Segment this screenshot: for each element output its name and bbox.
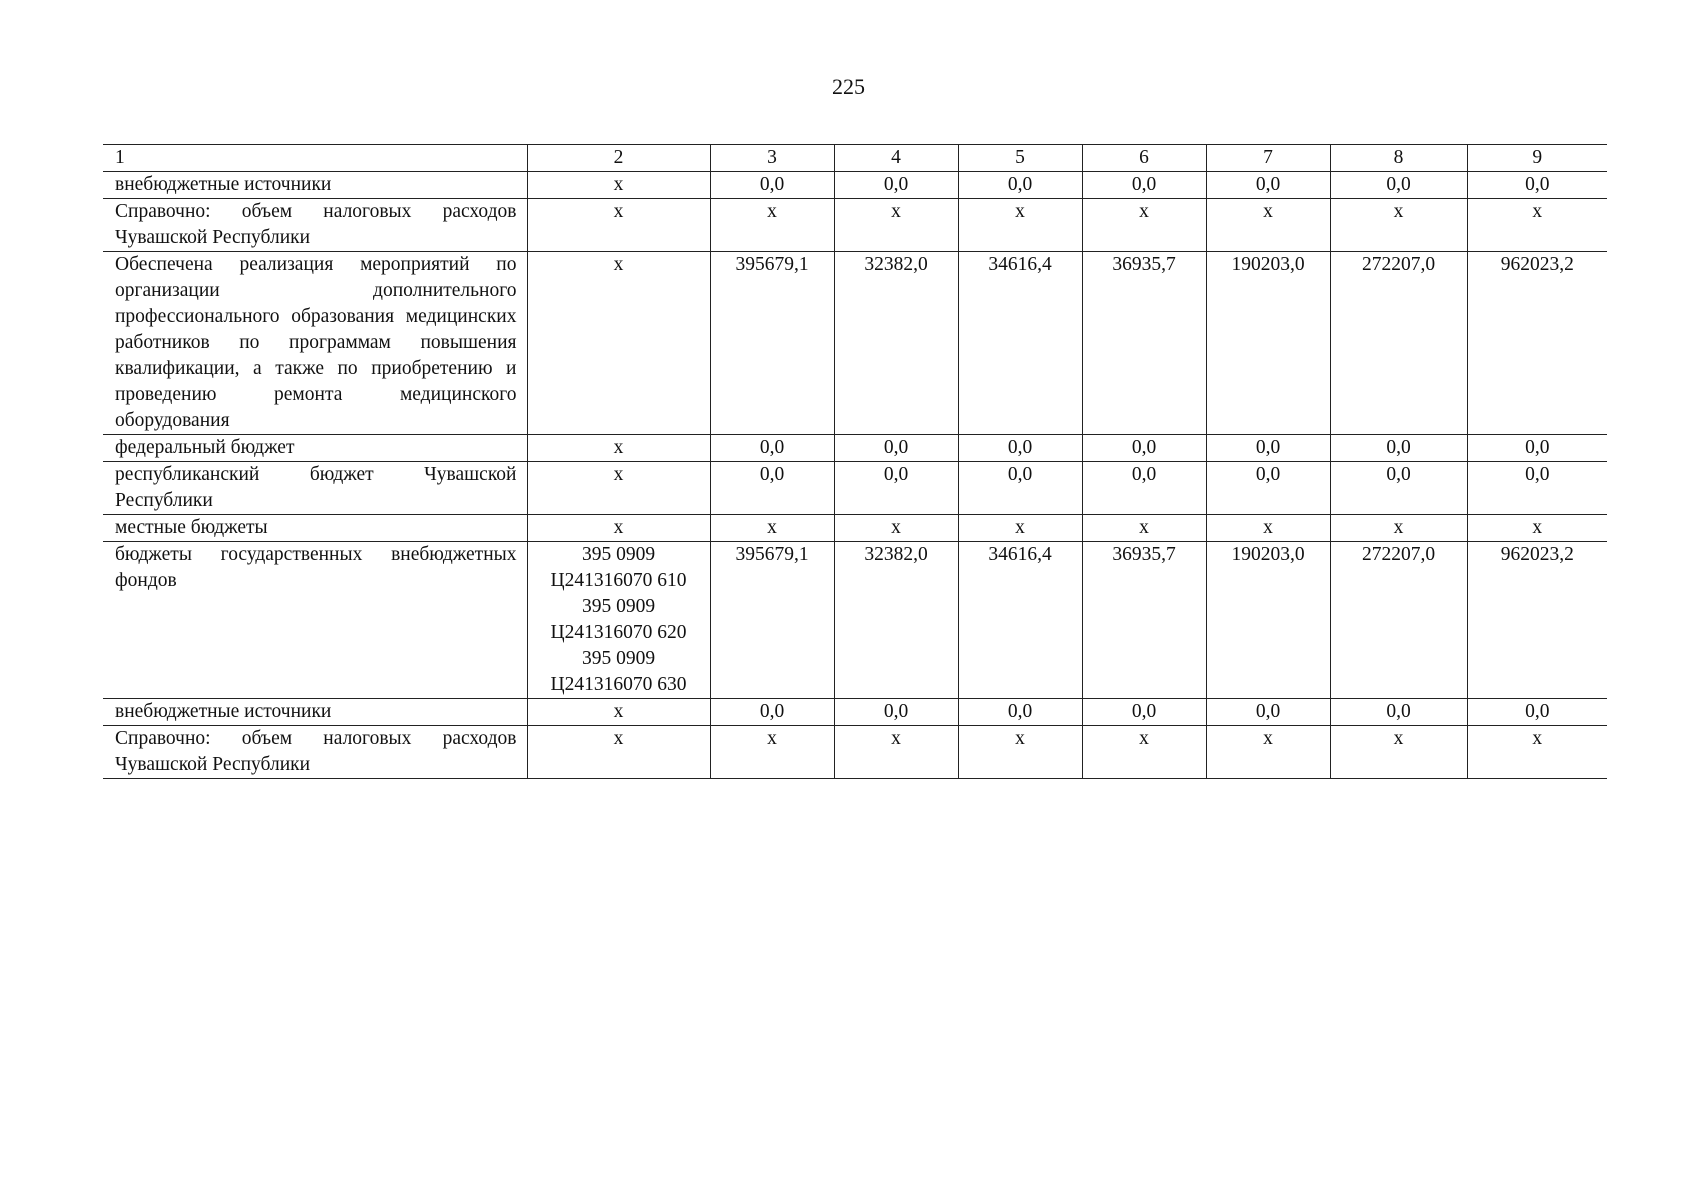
- table-cell: 395679,1: [710, 252, 834, 435]
- table-cell: 0,0: [1082, 435, 1206, 462]
- table-cell: х: [710, 726, 834, 779]
- budget-code: х: [527, 515, 710, 542]
- budget-code-line: Ц241316070 610: [550, 570, 687, 591]
- table-cell: х: [834, 726, 958, 779]
- table-cell: 32382,0: [834, 252, 958, 435]
- table-cell: х: [958, 199, 1082, 252]
- table-cell: 0,0: [1467, 462, 1607, 515]
- table-cell: 0,0: [1330, 462, 1467, 515]
- row-name: федеральный бюджет: [103, 435, 527, 462]
- budget-code: х: [527, 726, 710, 779]
- table-cell: 962023,2: [1467, 252, 1607, 435]
- table-cell: х: [1082, 726, 1206, 779]
- table-cell: 0,0: [834, 699, 958, 726]
- column-header: 9: [1467, 145, 1607, 172]
- table-row: [103, 252, 1607, 435]
- budget-code: х: [527, 462, 710, 515]
- table-cell: х: [710, 515, 834, 542]
- column-header: 7: [1206, 145, 1330, 172]
- budget-code-line: 395 0909: [581, 648, 656, 669]
- table-cell: 0,0: [1082, 699, 1206, 726]
- table-cell: х: [710, 199, 834, 252]
- budget-code: х: [527, 435, 710, 462]
- table-cell: 0,0: [1082, 462, 1206, 515]
- table-cell: х: [958, 515, 1082, 542]
- table-cell: 272207,0: [1330, 252, 1467, 435]
- table-cell: х: [834, 515, 958, 542]
- table-cell: 0,0: [958, 172, 1082, 199]
- row-name: местные бюджеты: [103, 515, 527, 542]
- table-cell: х: [1206, 199, 1330, 252]
- budget-code: х: [527, 199, 710, 252]
- table-cell: 395679,1: [710, 542, 834, 699]
- table-cell: 0,0: [1206, 462, 1330, 515]
- table-cell: 0,0: [1467, 435, 1607, 462]
- budget-code-line: Ц241316070 620: [550, 622, 687, 643]
- row-name: внебюджетные источники: [103, 172, 527, 199]
- budget-code: х: [527, 172, 710, 199]
- table-row: [103, 726, 1607, 779]
- table-cell: 0,0: [710, 699, 834, 726]
- table-row: [103, 435, 1607, 462]
- column-header: 8: [1330, 145, 1467, 172]
- table-cell: 962023,2: [1467, 542, 1607, 699]
- table-cell: 0,0: [834, 462, 958, 515]
- table-cell: 34616,4: [958, 252, 1082, 435]
- table-cell: 0,0: [958, 699, 1082, 726]
- budget-code-line: 395 0909: [581, 544, 656, 565]
- table-cell: х: [1330, 515, 1467, 542]
- table-cell: х: [1467, 199, 1607, 252]
- row-name: бюджеты государственных внебюджетных фондов: [103, 542, 527, 699]
- table-cell: 190203,0: [1206, 542, 1330, 699]
- column-header: 5: [958, 145, 1082, 172]
- table-cell: 32382,0: [834, 542, 958, 699]
- table-cell: 0,0: [1330, 172, 1467, 199]
- table-cell: 0,0: [1467, 699, 1607, 726]
- table-row: [103, 699, 1607, 726]
- table-cell: х: [1082, 199, 1206, 252]
- column-header: 4: [834, 145, 958, 172]
- table-cell: 36935,7: [1082, 252, 1206, 435]
- table-cell: 0,0: [1206, 172, 1330, 199]
- table-cell: 0,0: [1206, 699, 1330, 726]
- page-number: 225: [832, 74, 865, 99]
- table-cell: 0,0: [834, 435, 958, 462]
- table-cell: 0,0: [958, 462, 1082, 515]
- table-cell: х: [1330, 199, 1467, 252]
- table-cell: 0,0: [710, 435, 834, 462]
- budget-code: х: [527, 252, 710, 435]
- table-cell: 190203,0: [1206, 252, 1330, 435]
- table-cell: 36935,7: [1082, 542, 1206, 699]
- column-header: 1: [103, 145, 527, 172]
- table-cell: х: [1467, 726, 1607, 779]
- row-name: Справочно: объем налоговых расходов Чувашской Республики: [103, 199, 527, 252]
- table-cell: 0,0: [1206, 435, 1330, 462]
- budget-code-line: Ц241316070 630: [550, 674, 687, 695]
- table-cell: 34616,4: [958, 542, 1082, 699]
- table-cell: 0,0: [710, 462, 834, 515]
- table-cell: х: [1330, 726, 1467, 779]
- table-cell: 0,0: [1330, 699, 1467, 726]
- table-cell: х: [958, 726, 1082, 779]
- budget-code: х: [527, 699, 710, 726]
- row-name: Справочно: объем налоговых расходов Чувашской Республики: [103, 726, 527, 779]
- table-cell: 272207,0: [1330, 542, 1467, 699]
- table-cell: 0,0: [1467, 172, 1607, 199]
- table-cell: 0,0: [958, 435, 1082, 462]
- table-cell: х: [1467, 515, 1607, 542]
- table-cell: 0,0: [834, 172, 958, 199]
- budget-table: [103, 144, 1607, 779]
- table-cell: 0,0: [710, 172, 834, 199]
- header-row: [103, 145, 1607, 172]
- table-cell: х: [1082, 515, 1206, 542]
- table-row: [103, 172, 1607, 199]
- row-name: внебюджетные источники: [103, 699, 527, 726]
- row-name: республиканский бюджет Чувашской Республики: [103, 462, 527, 515]
- table-row: [103, 199, 1607, 252]
- table-cell: 0,0: [1330, 435, 1467, 462]
- column-header: 2: [527, 145, 710, 172]
- table-cell: х: [1206, 515, 1330, 542]
- table-cell: х: [834, 199, 958, 252]
- row-name: Обеспечена реализация мероприятий по организации дополнительного профессионального образования медицинских работников по программам повышения квалификации, а также по приобретению и проведению ремонта медицинского оборудования: [103, 252, 527, 435]
- budget-code-list: [527, 542, 710, 699]
- column-header: 3: [710, 145, 834, 172]
- column-header: 6: [1082, 145, 1206, 172]
- table-cell: 0,0: [1082, 172, 1206, 199]
- table-row: [103, 542, 1607, 699]
- table-row: [103, 515, 1607, 542]
- table-cell: х: [1206, 726, 1330, 779]
- table-row: [103, 462, 1607, 515]
- budget-code-line: 395 0909: [581, 596, 656, 617]
